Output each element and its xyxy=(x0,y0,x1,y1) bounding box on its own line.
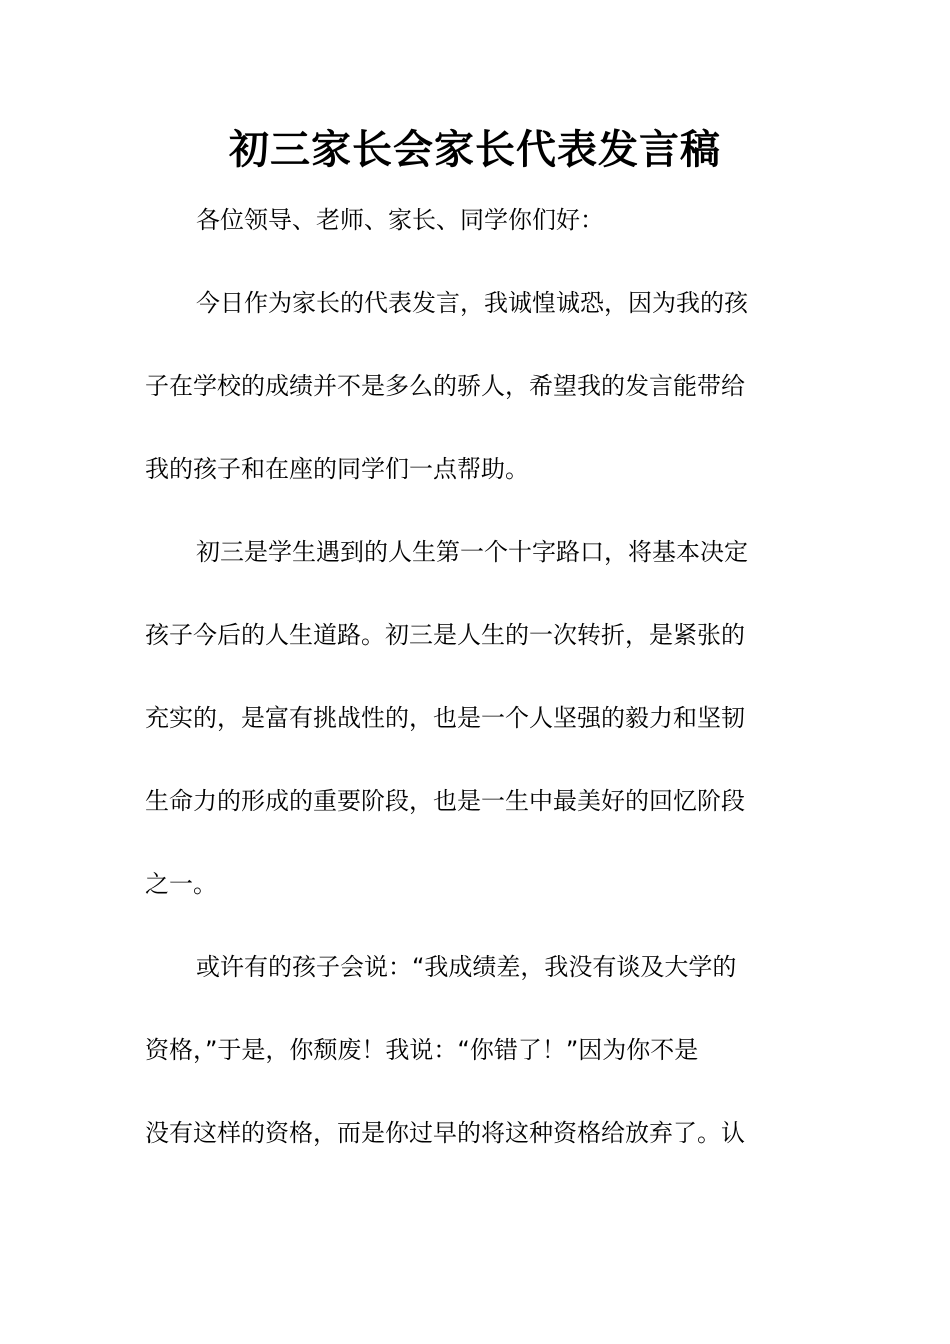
paragraph-line: 孩子今后的人生道路。初三是人生的一次转折，是紧张的 xyxy=(145,621,745,649)
paragraph-line: 之一。 xyxy=(145,870,217,898)
paragraph-line: 各位领导、老师、家长、同学你们好： xyxy=(196,206,604,234)
document-title: 初三家长会家长代表发言稿 xyxy=(229,126,721,173)
paragraph-line: 充实的，是富有挑战性的，也是一个人坚强的毅力和坚韧 xyxy=(145,704,745,732)
paragraph-line: 子在学校的成绩并不是多么的骄人，希望我的发言能带给 xyxy=(145,372,745,400)
paragraph-line: 资格，”于是，你颓废！我说：“你错了！”因为你不是 xyxy=(145,1036,699,1064)
paragraph-line: 我的孩子和在座的同学们一点帮助。 xyxy=(145,455,529,483)
paragraph-line: 生命力的形成的重要阶段，也是一生中最美好的回忆阶段 xyxy=(145,787,745,815)
paragraph-line: 今日作为家长的代表发言，我诚惶诚恐，因为我的孩 xyxy=(196,289,748,317)
paragraph-line: 初三是学生遇到的人生第一个十字路口，将基本决定 xyxy=(196,538,748,566)
paragraph-line: 没有这样的资格，而是你过早的将这种资格给放弃了。认 xyxy=(145,1119,745,1147)
paragraph-line: 或许有的孩子会说：“我成绩差，我没有谈及大学的 xyxy=(196,953,737,981)
